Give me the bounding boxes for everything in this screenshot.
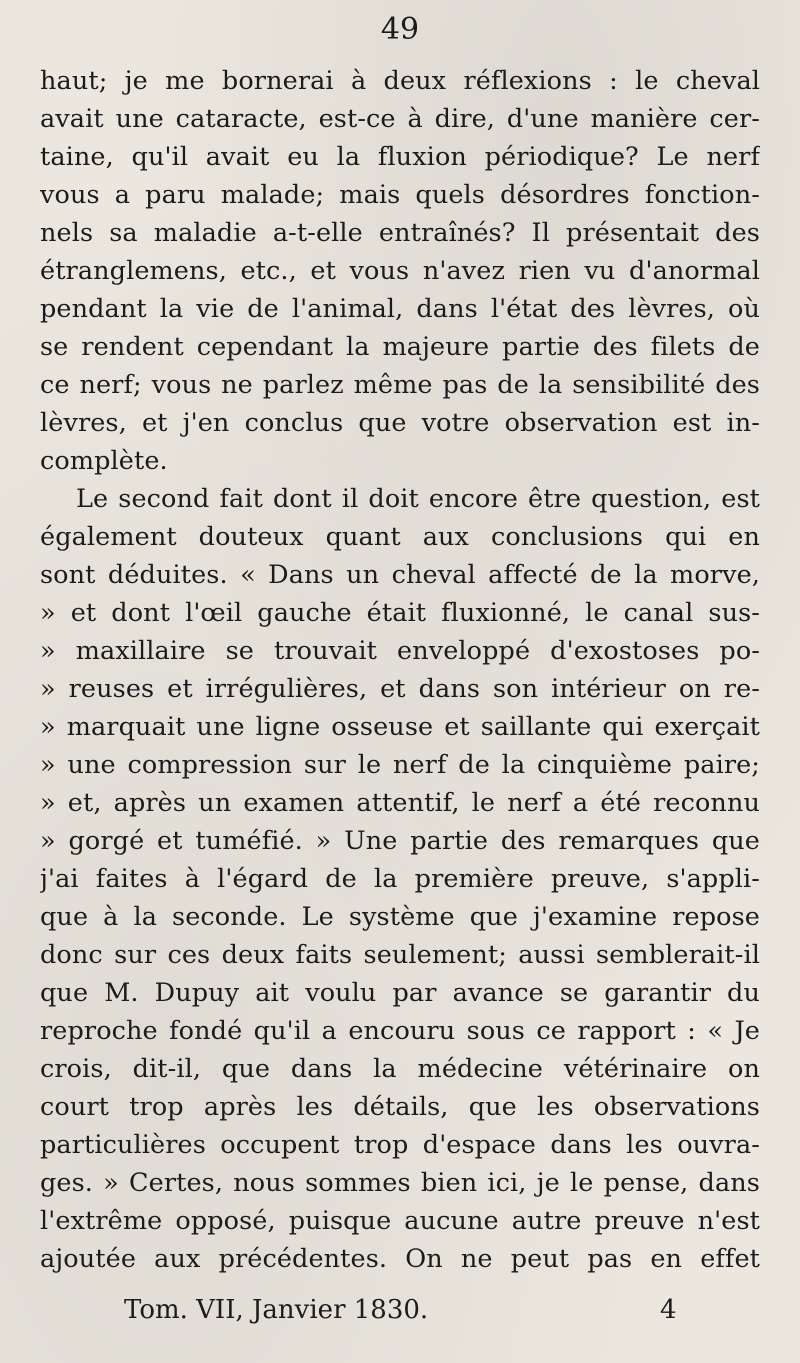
text-line: également douteux quant aux conclusions qui en [40, 522, 760, 552]
text-line: donc sur ces deux faits seulement; aussi semblerait-il [40, 940, 760, 970]
page-footer [0, 1290, 800, 1330]
text-line: vous a paru malade; mais quels désordres fonction- [40, 180, 760, 210]
text-line: lèvres, et j'en conclus que votre observation est in- [40, 408, 760, 438]
text-line: particulières occupent trop d'espace dans les ouvra- [40, 1130, 760, 1160]
text-line: » maxillaire se trouvait enveloppé d'exostoses po- [40, 636, 760, 666]
text-line: sont déduites. « Dans un cheval affecté de la morve, [40, 560, 760, 590]
text-line: » et dont l'œil gauche était fluxionné, le canal sus- [40, 598, 760, 628]
text-line: ajoutée aux précédentes. On ne peut pas en effet [40, 1244, 760, 1274]
text-line: avait une cataracte, est-ce à dire, d'une manière cer- [40, 104, 760, 134]
text-line: reproche fondé qu'il a encouru sous ce rapport : « Je [40, 1016, 760, 1046]
text-line: » et, après un examen attentif, le nerf a été reconnu [40, 788, 760, 818]
text-line: pendant la vie de l'animal, dans l'état des lèvres, où [40, 294, 760, 324]
text-line: court trop après les détails, que les observations [40, 1092, 760, 1122]
text-line: étranglemens, etc., et vous n'avez rien vu d'anormal [40, 256, 760, 286]
text-line: haut; je me bornerai à deux réflexions : le cheval [40, 66, 760, 96]
text-line: crois, dit-il, que dans la médecine vétérinaire on [40, 1054, 760, 1084]
text-line: j'ai faites à l'égard de la première preuve, s'appli- [40, 864, 760, 894]
text-line: » gorgé et tuméfié. » Une partie des remarques que [40, 826, 760, 856]
text-line: l'extrême opposé, puisque aucune autre preuve n'est [40, 1206, 760, 1236]
text-line: taine, qu'il avait eu la fluxion périodique? Le nerf [40, 142, 760, 172]
text-line: » une compression sur le nerf de la cinquième paire; [40, 750, 760, 780]
text-line: se rendent cependant la majeure partie des filets de [40, 332, 760, 362]
text-line: complète. [40, 446, 168, 476]
signature-mark: 4 [660, 1295, 677, 1325]
text-line: ce nerf; vous ne parlez même pas de la sensibilité des [40, 370, 760, 400]
text-line: nels sa maladie a-t-elle entraînés? Il présentait des [40, 218, 760, 248]
text-line: que à la seconde. Le système que j'examine repose [40, 902, 760, 932]
text-line: Le second fait dont il doit encore être question, est [76, 484, 760, 514]
text-line: que M. Dupuy ait voulu par avance se garantir du [40, 978, 760, 1008]
page-number: 49 [380, 12, 420, 47]
text-line: ges. » Certes, nous sommes bien ici, je le pense, dans [40, 1168, 760, 1198]
body-text [40, 62, 760, 1278]
text-line: » marquait une ligne osseuse et saillante qui exerçait [40, 712, 760, 742]
volume-date-line: Tom. VII, Janvier 1830. [124, 1295, 429, 1325]
text-line: » reuses et irrégulières, et dans son intérieur on re- [40, 674, 760, 704]
